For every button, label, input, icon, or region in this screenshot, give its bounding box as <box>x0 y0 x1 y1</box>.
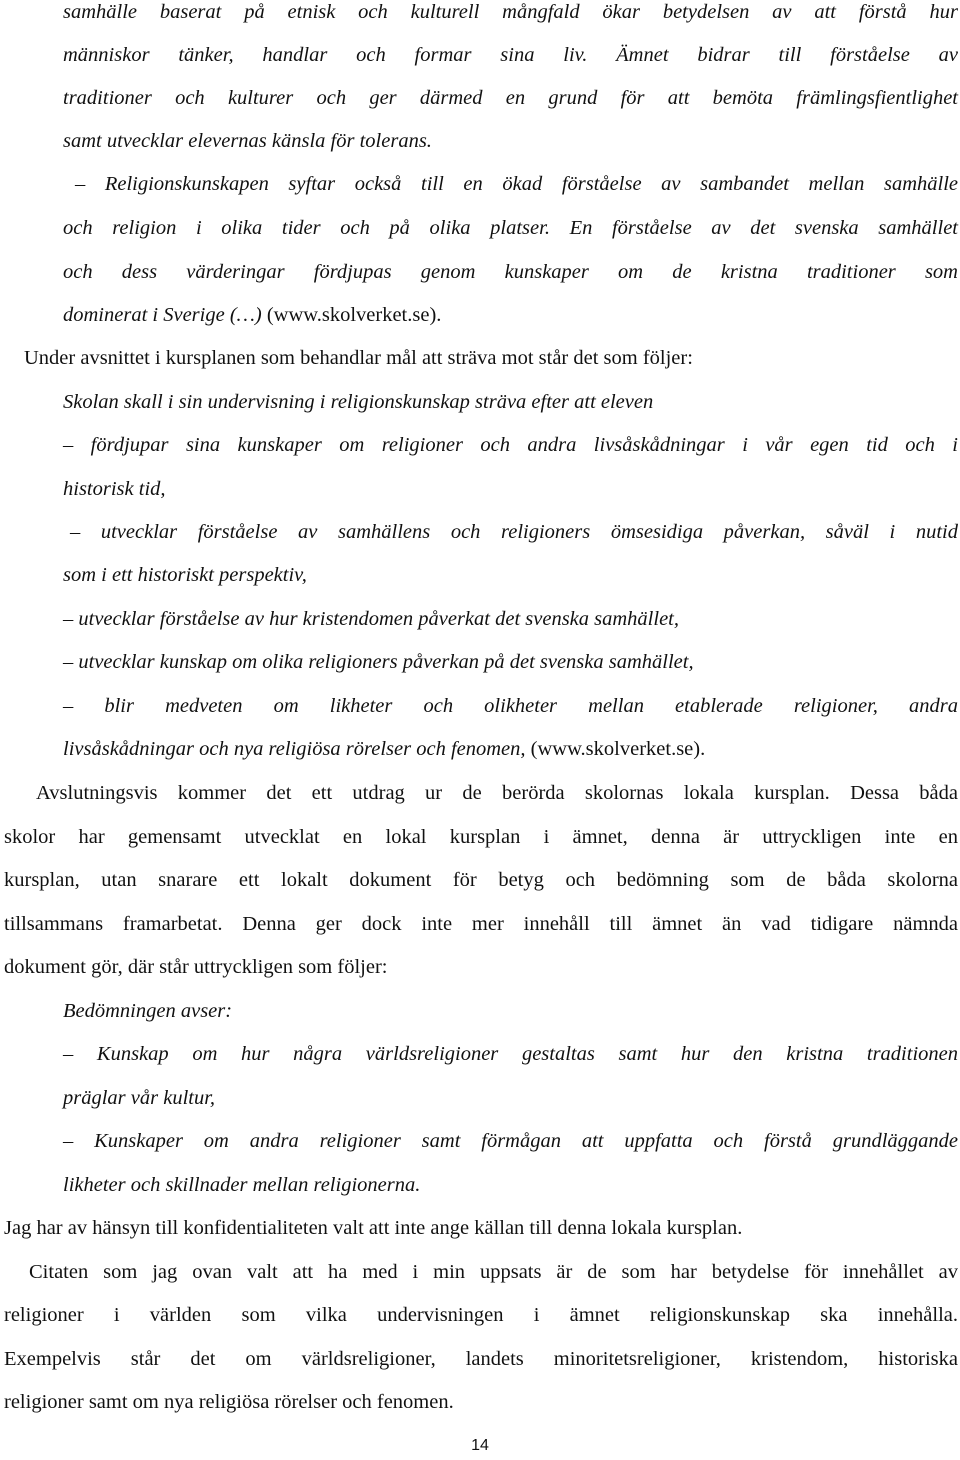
text-line: religioner samt om nya religiösa rörelser och fenomen. <box>4 1391 454 1413</box>
text-line: samt utvecklar elevernas känsla för tolerans. <box>63 130 432 152</box>
text-line: – blir medveten om likheter och olikheter mellan etablerade religioner, andra <box>63 695 958 717</box>
text-line: Citaten som jag ovan valt att ha med i min uppsats är de som har betydelse för innehållet av <box>29 1261 958 1283</box>
text-line: Jag har av hänsyn till konfidentialiteten valt att inte ange källan till denna lokala kursplan. <box>4 1217 743 1239</box>
text-line: traditioner och kulturer och ger därmed en grund för att bemöta främlingsfientlighet <box>63 87 958 109</box>
text-line: – Kunskap om hur några världsreligioner gestaltas samt hur den kristna traditionen <box>63 1043 958 1065</box>
text-line: likheter och skillnader mellan religionerna. <box>63 1174 421 1196</box>
text-line: Skolan skall i sin undervisning i religionskunskap sträva efter att eleven <box>63 391 654 413</box>
text-line: – utvecklar förståelse av hur kristendomen påverkat det svenska samhället, <box>63 608 679 630</box>
text-line: samhälle baserat på etnisk och kulturell mångfald ökar betydelsen av att förstå hur <box>63 1 958 23</box>
text-line: Under avsnittet i kursplanen som behandlar mål att sträva mot står det som följer: <box>24 347 693 369</box>
text-line: och dess värderingar fördjupas genom kunskaper om de kristna traditioner som <box>63 261 958 283</box>
text-line: Bedömningen avser: <box>63 1000 233 1022</box>
text-line: – utvecklar kunskap om olika religioners påverkan på det svenska samhället, <box>63 651 694 673</box>
text-line: – Kunskaper om andra religioner samt förmågan att uppfatta och förstå grundläggande <box>63 1130 958 1152</box>
text-line: – utvecklar förståelse av samhällens och religioners ömsesidiga påverkan, såväl i nutid <box>70 521 958 543</box>
text-line: – Religionskunskapen syftar också till en ökad förståelse av sambandet mellan samhälle <box>75 173 958 195</box>
text-line: som i ett historiskt perspektiv, <box>63 564 307 586</box>
text-line: livsåskådningar och nya religiösa rörelser och fenomen, (www.skolverket.se). <box>63 738 706 760</box>
text-line: och religion i olika tider och på olika platser. En förståelse av det svenska samhället <box>63 217 958 239</box>
text-line: – fördjupar sina kunskaper om religioner och andra livsåskådningar i vår egen tid och i <box>63 434 958 456</box>
text-line: dokument gör, där står uttryckligen som följer: <box>4 956 388 978</box>
text-line: religioner i världen som vilka undervisningen i ämnet religionskunskap ska innehålla. <box>4 1304 958 1326</box>
text-line: skolor har gemensamt utvecklat en lokal kursplan i ämnet, denna är uttryckligen inte en <box>4 826 958 848</box>
text-line: Exempelvis står det om världsreligioner, landets minoritetsreligioner, kristendom, historiska <box>4 1348 958 1370</box>
text-line: Avslutningsvis kommer det ett utdrag ur de berörda skolornas lokala kursplan. Dessa båda <box>36 782 958 804</box>
text-line: präglar vår kultur, <box>63 1087 216 1109</box>
text-line: historisk tid, <box>63 478 166 500</box>
text-line: människor tänker, handlar och formar sina liv. Ämnet bidrar till förståelse av <box>63 44 958 66</box>
text-line: tillsammans framarbetat. Denna ger dock inte mer innehåll till ämnet än vad tidigare nämnda <box>4 913 958 935</box>
text-line: kursplan, utan snarare ett lokalt dokument för betyg och bedömning som de båda skolorna <box>4 869 958 891</box>
page-number: 14 <box>471 1437 489 1454</box>
text-line: dominerat i Sverige (…) (www.skolverket.se). <box>63 304 442 326</box>
